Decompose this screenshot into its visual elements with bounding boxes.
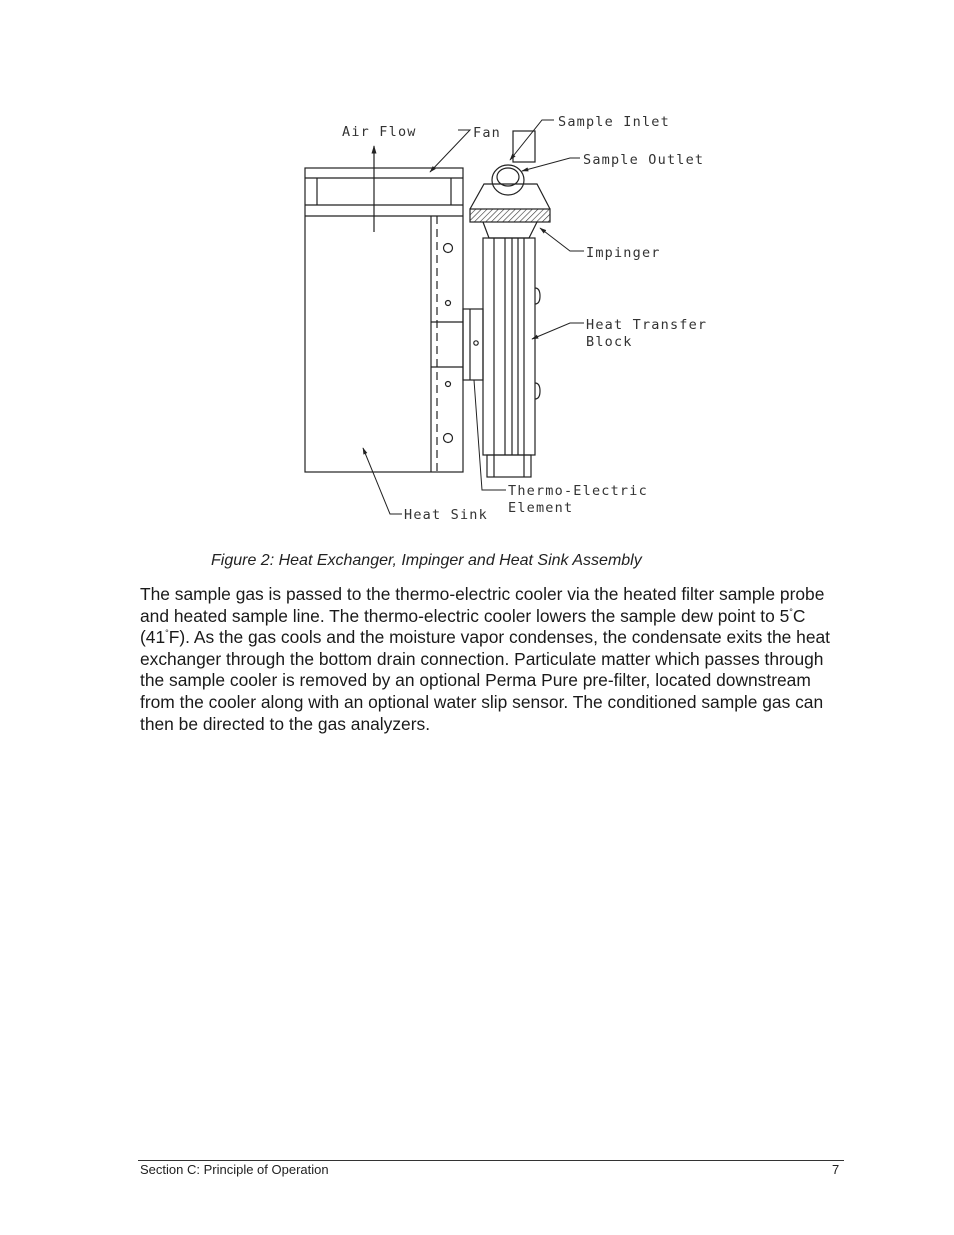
heat-transfer-block: [483, 238, 540, 477]
footer-divider: [138, 1160, 844, 1161]
heat-sink-body: [305, 168, 463, 472]
thermo-electric-label: Thermo-Electric: [508, 483, 648, 499]
sample-inlet-label: Sample Inlet: [558, 114, 670, 130]
body-text-part-3: F). As the gas cools and the moisture vapor condenses, the condensate exits the heat exchanger through the bottom drain connection. Particulate matter which passes through the sample cooler is removed by an optional Perma Pure pre-filter, located downstream from the cooler along with an optional water slip sensor. The conditioned sample gas can then be directed to the gas analyzers.: [140, 627, 830, 734]
impinger: [470, 131, 550, 238]
degree-symbol-1: °: [789, 606, 793, 617]
sample-outlet-label: Sample Outlet: [583, 152, 705, 168]
air-flow-label: Air Flow: [342, 124, 417, 140]
body-paragraph: [140, 584, 840, 735]
footer-section-title: Section C: Principle of Operation: [140, 1162, 329, 1177]
figure-caption: Figure 2: Heat Exchanger, Impinger and Heat Sink Assembly: [211, 552, 642, 569]
page-number: 7: [832, 1162, 840, 1177]
body-text-part-2: C (41: [140, 605, 806, 648]
fan-label: Fan: [473, 125, 501, 141]
block-label: Block: [586, 334, 633, 350]
body-text-part-1: The sample gas is passed to the thermo-electric cooler via the heated filter sample probe and heated sample line. The thermo-electric cooler lowers the sample dew point to 5: [140, 584, 825, 626]
element-label: Element: [508, 500, 574, 516]
impinger-label: Impinger: [586, 245, 661, 261]
degree-symbol-2: °: [165, 628, 169, 639]
thermo-electric-element: [463, 309, 483, 380]
heat-sink-label: Heat Sink: [404, 507, 488, 523]
heat-transfer-label: Heat Transfer: [586, 317, 708, 333]
heat-exchanger-diagram: [0, 0, 954, 540]
